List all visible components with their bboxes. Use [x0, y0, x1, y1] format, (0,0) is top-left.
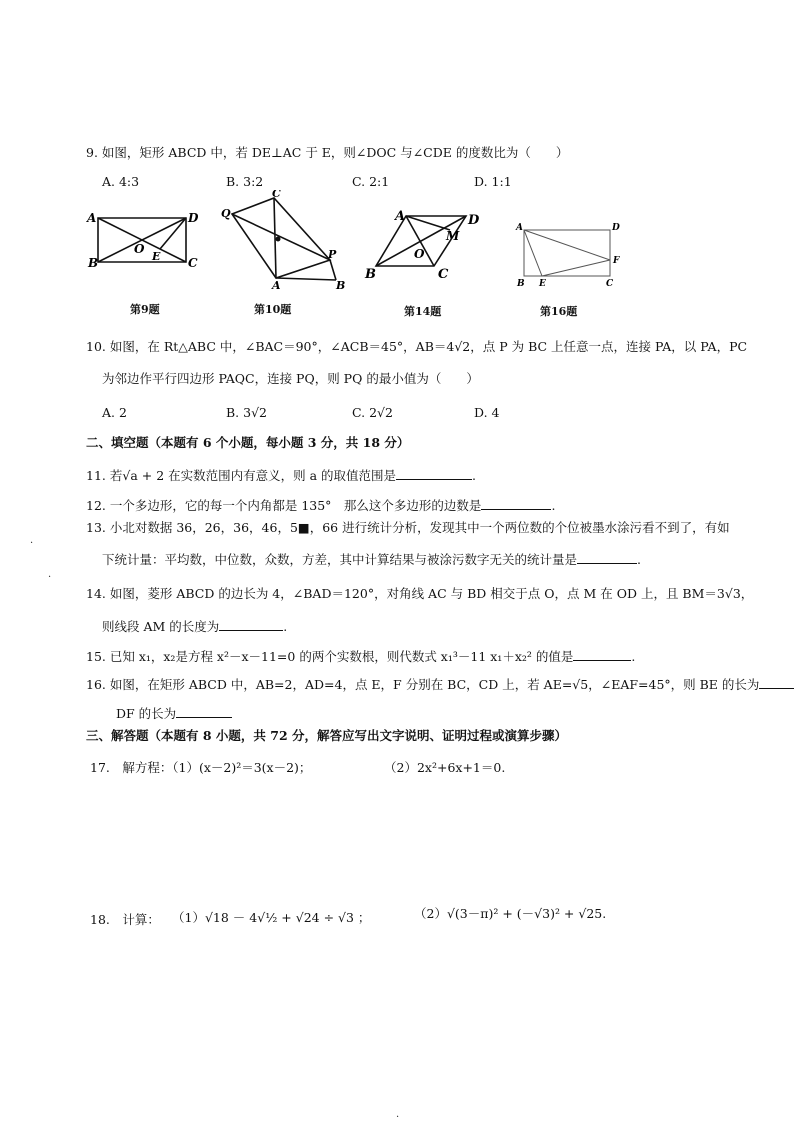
- fig10-label-b: B: [336, 279, 346, 290]
- q9-option-b: B. 3:2: [226, 174, 264, 189]
- fig9-label-d: D: [188, 211, 199, 225]
- q14-line-1: 14. 如图，菱形 ABCD 的边长为 4，∠BAD＝120°，对角线 AC 与 BD 相交于点 O，点 M 在 OD 上，且 BM＝3√3，: [86, 586, 754, 601]
- q13-end: .: [637, 552, 641, 567]
- q15-text: 15. 已知 x₁，x₂是方程 x²－x－11=0 的两个实数根，则代数式 x₁³－11 x₁＋x₂² 的值是: [86, 649, 574, 664]
- q14-line-2: [102, 618, 287, 635]
- q18-part-1: （1）√18 － 4√½ + √24 ÷ √3 ；: [172, 910, 371, 925]
- fig14-label-c: C: [438, 267, 449, 282]
- fig10-label-a: A: [272, 279, 281, 290]
- q14-answer-blank[interactable]: [219, 618, 283, 631]
- q12-answer-blank[interactable]: [481, 497, 551, 510]
- q12-text: 12. 一个多边形，它的每一个内角都是 135° 那么这个多边形的边数是: [86, 498, 482, 513]
- caption-figure-9: 第9题: [130, 303, 160, 316]
- q10-option-a: A. 2: [102, 405, 127, 420]
- fig10-label-c: C: [272, 190, 281, 200]
- fig16-label-d: D: [612, 223, 620, 233]
- q9-option-c: C. 2:1: [352, 174, 390, 189]
- q11: [86, 467, 476, 484]
- fig14-label-m: M: [446, 229, 460, 243]
- section-3-heading: 三、解答题（本题有 8 小题，共 72 分，解答应写出文字说明、证明过程或演算步骤）: [86, 728, 568, 743]
- fig9-label-a: A: [87, 211, 97, 225]
- q10-option-d: D. 4: [474, 405, 500, 420]
- caption-figure-16: 第16题: [540, 305, 578, 318]
- caption-figure-14: 第14题: [404, 305, 442, 318]
- figure-14: [362, 206, 492, 282]
- q17-label: 17. 解方程：: [90, 760, 173, 775]
- q16-line-2: [116, 705, 232, 722]
- q11-answer-blank[interactable]: [396, 467, 472, 480]
- q13-text: 下统计量：平均数，中位数，众数，方差，其中计算结果与被涂污数字无关的统计量是: [102, 552, 578, 567]
- q10-option-b: B. 3√2: [226, 405, 268, 420]
- q12: [86, 497, 555, 514]
- q9-option-d: D. 1:1: [474, 174, 512, 189]
- q16-text: 16. 如图，在矩形 ABCD 中，AB=2，AD=4，点 E，F 分别在 BC，CD 上，若 AE=√5，∠EAF=45°，则 BE 的长为: [86, 677, 760, 692]
- q17-part-2: （2）2x²+6x+1＝0.: [384, 760, 506, 775]
- q9-option-a: A. 4:3: [102, 174, 140, 189]
- figure-9: [84, 206, 204, 276]
- fig16-label-f: F: [613, 256, 620, 266]
- q13-answer-blank[interactable]: [577, 551, 637, 564]
- q15-answer-blank[interactable]: [573, 648, 631, 661]
- q11-end: .: [472, 468, 477, 483]
- fig14-label-a: A: [395, 209, 406, 224]
- fig9-label-c: C: [188, 256, 198, 270]
- q16-be-blank[interactable]: [759, 676, 794, 689]
- fig10-label-p: P: [328, 248, 337, 261]
- q9-stem: 9. 如图，矩形 ABCD 中，若 DE⊥AC 于 E，则∠DOC 与∠CDE 的度数比为（ ）: [86, 145, 569, 160]
- scan-mark-bottom: ·: [396, 1112, 400, 1123]
- fig16-label-b: B: [517, 279, 525, 289]
- fig9-label-e: E: [152, 250, 161, 263]
- q13-line-2: [102, 551, 641, 568]
- q18-part-2: （2）√(3－π)² + (－√3)² + √25.: [414, 906, 607, 921]
- q11-text: 11. 若√a + 2 在实数范围内有意义，则 a 的取值范围是: [86, 468, 397, 483]
- q16-df-blank[interactable]: [176, 705, 232, 718]
- q10-line-1: 10. 如图，在 Rt△ABC 中，∠BAC＝90°，∠ACB＝45°，AB＝4√2，点 P 为 BC 上任意一点，连接 PA，以 PA，PC: [86, 339, 748, 354]
- fig14-label-d: D: [468, 213, 480, 228]
- fig16-label-a: A: [516, 223, 523, 233]
- q14-text: 则线段 AM 的长度为: [102, 619, 220, 634]
- caption-figure-10: 第10题: [254, 303, 292, 316]
- q14-end: .: [283, 619, 288, 634]
- fig16-label-c: C: [606, 279, 614, 289]
- fig16-label-e: E: [539, 279, 546, 289]
- q17-part-1: （1）(x－2)²＝3(x－2)；: [166, 760, 312, 775]
- q10-line-2: 为邻边作平行四边形 PAQC，连接 PQ，则 PQ 的最小值为（ ）: [102, 371, 479, 386]
- q10-option-c: C. 2√2: [352, 405, 393, 420]
- q15: [86, 648, 635, 665]
- q13-line-1: 13. 小北对数据 36，26，36，46，5■，66 进行统计分析，发现其中一个两位数的个位被墨水涂污看不到了，有如: [86, 520, 730, 535]
- fig14-label-o: O: [414, 247, 425, 261]
- scan-mark-left-2: ·: [48, 572, 52, 583]
- fig10-label-q: Q: [221, 207, 231, 220]
- q18-label: 18. 计算：: [90, 912, 160, 927]
- q16-df-label: DF 的长为: [116, 706, 177, 721]
- figure-10: [218, 190, 348, 290]
- fig9-label-b: B: [88, 256, 99, 270]
- q16-line-1: [86, 676, 794, 693]
- fig14-label-b: B: [365, 267, 376, 282]
- q15-end: .: [631, 649, 636, 664]
- scan-mark-left-1: ·: [30, 538, 34, 549]
- figure-16: [512, 218, 628, 290]
- q12-end: .: [551, 498, 556, 513]
- fig9-label-o: O: [134, 242, 145, 256]
- section-2-heading: 二、填空题（本题有 6 个小题，每小题 3 分，共 18 分）: [86, 435, 410, 450]
